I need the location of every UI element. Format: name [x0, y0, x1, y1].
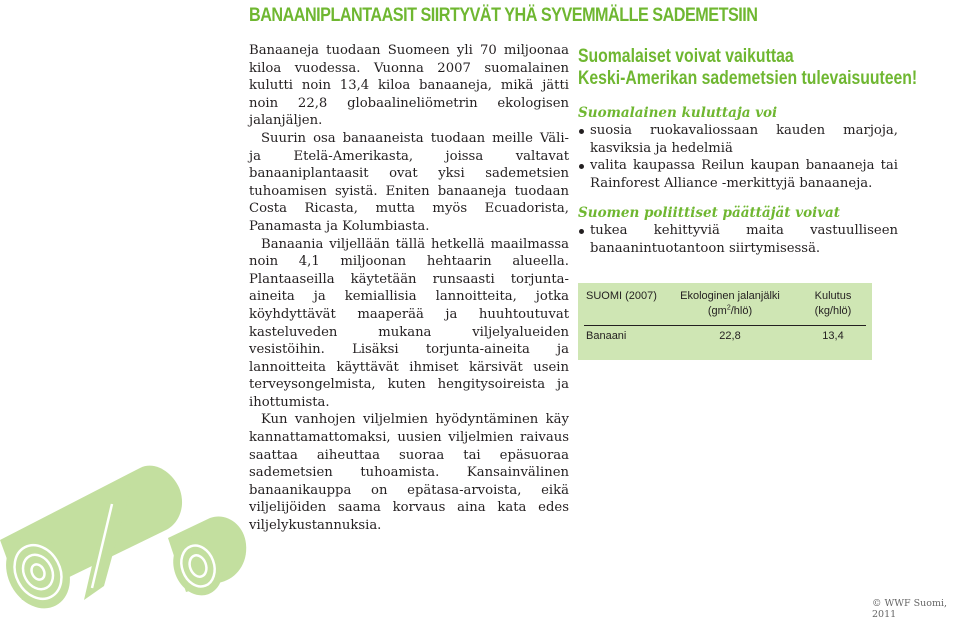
column-header-consumption [798, 289, 868, 319]
list-item: tukea kehittyviä maita vastuulliseen banaanintuotantoon siirtymisessä. [578, 222, 898, 257]
footprint-value: 22,8 [719, 330, 741, 342]
table-divider [584, 325, 866, 326]
table-row-label: Banaani [586, 330, 627, 342]
column-header-line: Ekologinen jalanjälki [680, 290, 780, 302]
body-paragraph: Banaania viljellään tällä hetkellä maailmassa noin 4,1 miljoonan hehtaarin alueella. Plantaaseilla käytetään runsaasti torjunta-aineita ja kemiallisia lannoitteita, jotka köyhdyttävät maaperää ja huuhtoutuvat kasteluveden mukana viljelyalueiden vesistöihin. Lisäksi torjunta-aineita ja lannoitteita käyttävät ihmiset kärsivät usein terveysongelmista, kuten hengitysoireista ja ihottumista. [249, 236, 569, 410]
body-paragraph: Suurin osa banaaneista tuodaan meille Väli- ja Etelä-Amerikasta, joissa valtavat banaaniplantaasit ovat yksi sademetsien tuhoamisen syistä. Eniten banaaneja tuodaan Costa Ricasta, mutta myös Ecuadorista, Panamasta ja Kolumbiasta. [249, 130, 569, 234]
action-column [578, 46, 918, 258]
column-header-unit: (kg/hlö) [814, 305, 852, 317]
subheading-line: Keski-Amerikan sademetsien tulevaisuuteen! [578, 68, 918, 89]
body-paragraph: Kun vanhojen viljelmien hyödyntäminen käy kannattamattomaksi, uusien viljelmien raivaus saattaa aiheuttaa suoraa tai epäsuoraa sademetsien tuhoamista. Kansainvälinen banaanikauppa on epätasa-arvoista, eikä viljelijöiden saama korvaus aina kata edes viljelykustannuksia. [249, 412, 569, 534]
policy-list [578, 222, 898, 257]
body-paragraph: Banaaneja tuodaan Suomeen yli 70 miljoonaa kiloa vuodessa. Vuonna 2007 suomalainen kulutti noin 13,4 kiloa banaaneja, mikä jätti noin 22,8 globaalineliömetrin ekologisen jalanjäljen. [249, 43, 569, 129]
logs-and-saw-illustration [0, 460, 250, 615]
consumption-value: 13,4 [822, 330, 844, 342]
policy-heading: Suomen poliittiset päättäjät voivat [578, 205, 841, 222]
table-corner-label: SUOMI (2007) [586, 290, 657, 302]
body-text-column [249, 42, 569, 535]
subheading-line: Suomalaiset voivat vaikuttaa [578, 46, 794, 67]
stats-table [578, 283, 872, 360]
consumer-heading: Suomalainen kuluttaja voi [578, 105, 778, 121]
list-item: valita kaupassa Reilun kaupan banaaneja tai Rainforest Alliance -merkittyjä banaaneja. [578, 157, 898, 192]
column-header-line: Kulutus [814, 290, 852, 302]
column-header-unit: $(gm^2/hlö)$ [707, 304, 753, 317]
page-headline: BANAANIPLANTAASIT SIIRTYVÄT YHÄ SYVEMMÄLLE SADEMETSIIN [249, 4, 758, 26]
list-item: suosia ruokavaliossaan kauden marjoja, kasviksia ja hedelmiä [578, 122, 898, 157]
consumer-list [578, 122, 898, 192]
action-subheading [578, 46, 918, 90]
copyright-note: © WWF Suomi, 2011 [872, 598, 948, 620]
column-header-footprint [670, 289, 790, 319]
